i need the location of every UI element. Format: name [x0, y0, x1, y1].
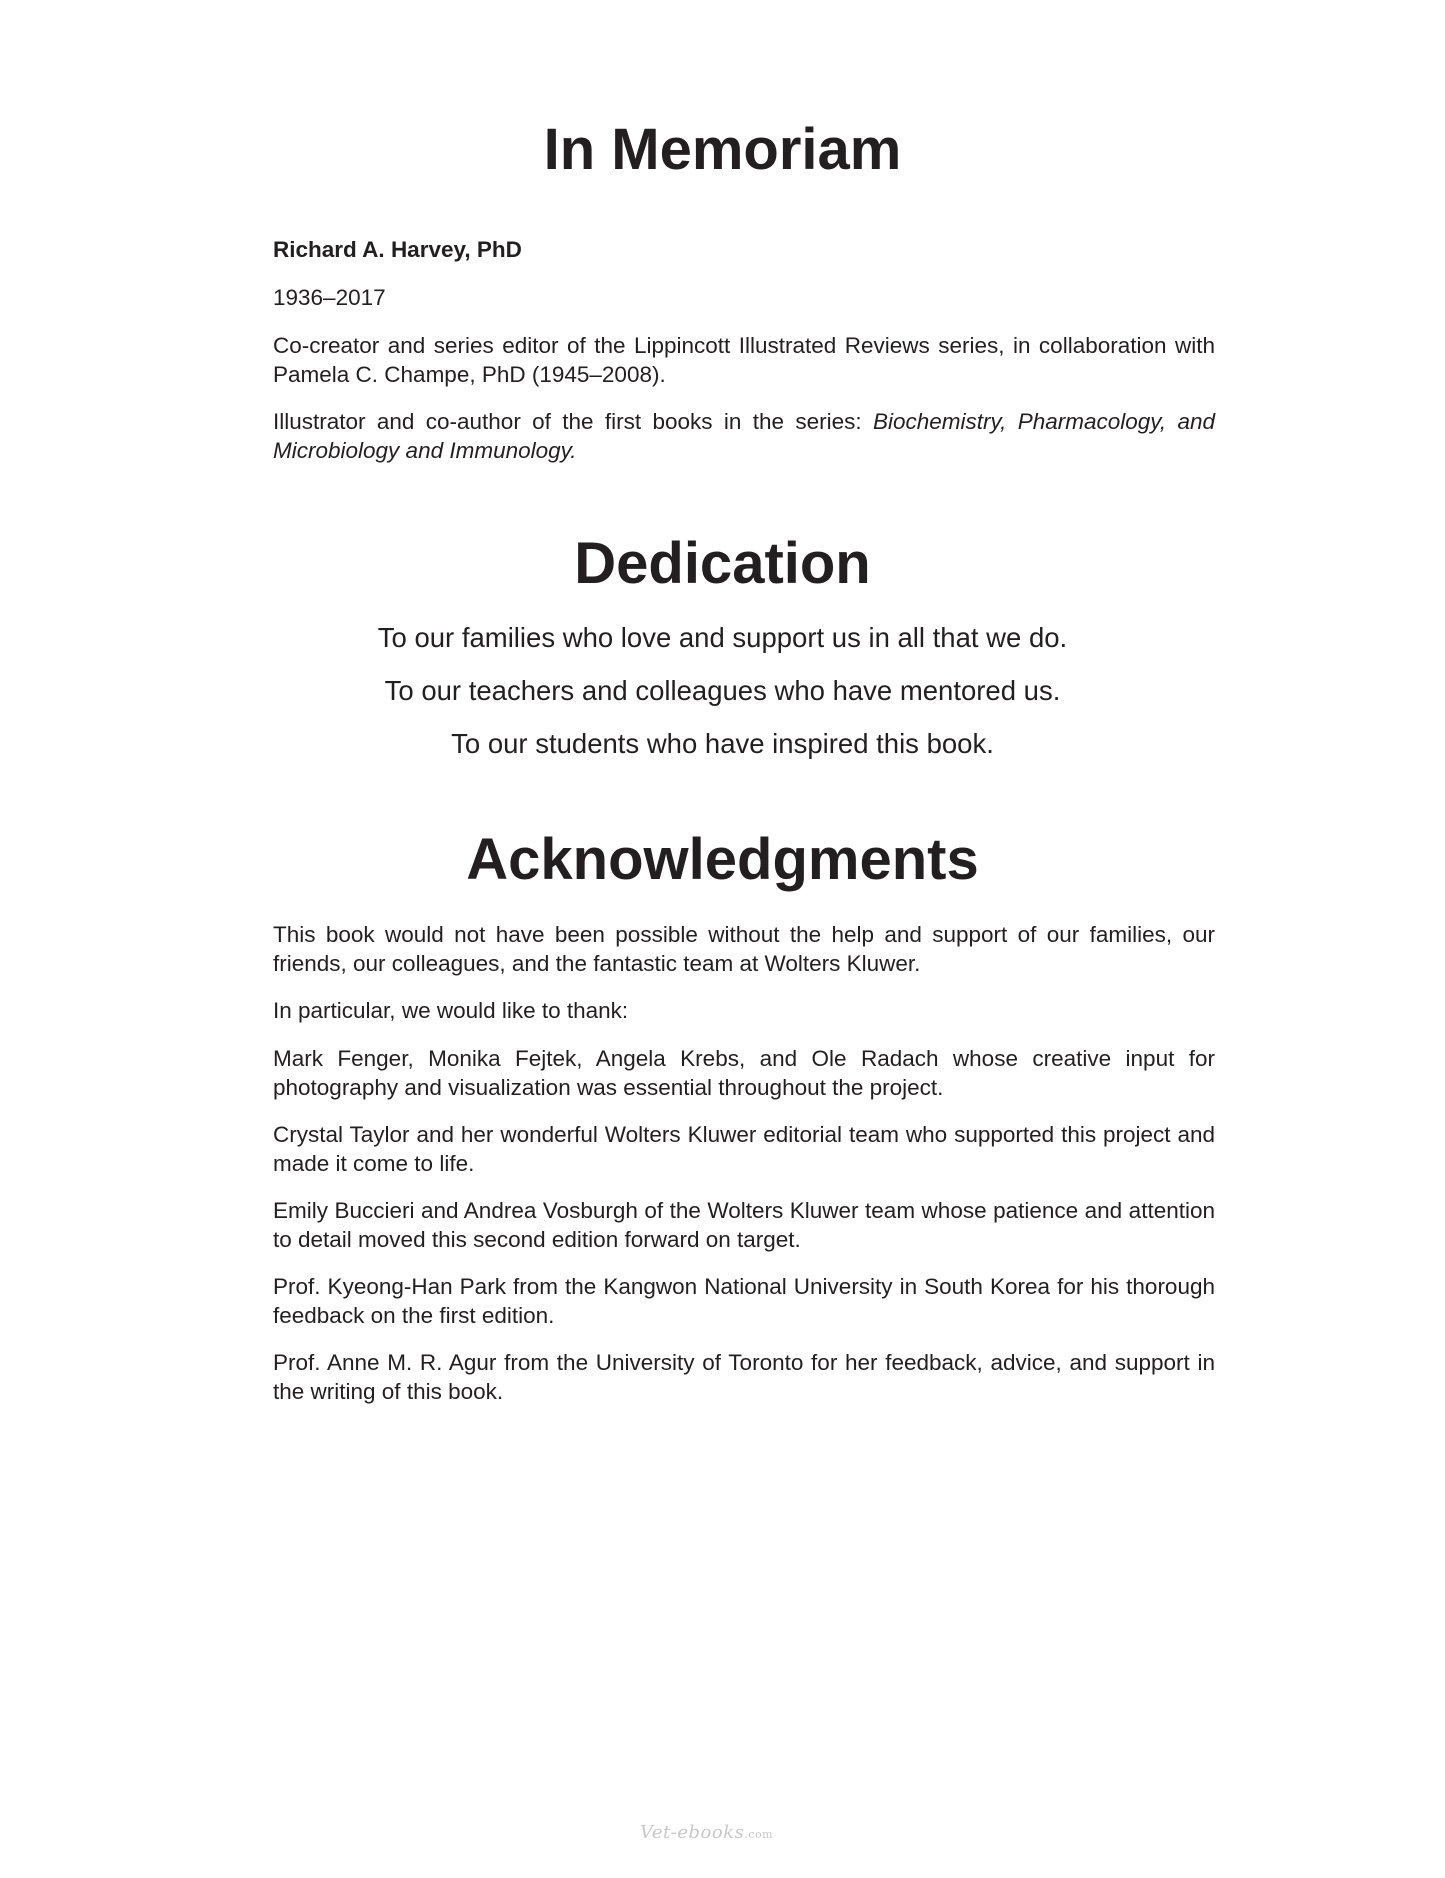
- memoriam-book-titles: Biochemistry, Pharmacology, and Microbiology and Immunology.: [273, 409, 1215, 463]
- dedication-line-2: To our teachers and colleagues who have mentored us.: [384, 675, 1061, 706]
- memoriam-years: 1936–2017: [273, 285, 386, 310]
- ack-paragraph-6: Prof. Kyeong-Han Park from the Kangwon National University in South Korea for his thorough feedback on the first edition.: [273, 1274, 1215, 1328]
- ack-paragraph-7: Prof. Anne M. R. Agur from the University of Toronto for her feedback, advice, and support in the writing of this book.: [273, 1350, 1215, 1404]
- watermark-main: Vet-ebooks: [640, 1822, 745, 1843]
- ack-paragraph-3: Mark Fenger, Monika Fejtek, Angela Krebs, and Ole Radach whose creative input for photography and visualization was essential throughout the project.: [273, 1046, 1215, 1100]
- ack-paragraph-5: Emily Buccieri and Andrea Vosburgh of the Wolters Kluwer team whose patience and attention to detail moved this second edition forward on target.: [273, 1198, 1215, 1252]
- ack-paragraph-1: This book would not have been possible without the help and support of our families, our friends, our colleagues, and the fantastic team at Wolters Kluwer.: [273, 922, 1215, 976]
- memoriam-name: Richard A. Harvey, PhD: [273, 237, 522, 262]
- acknowledgments-heading: Acknowledgments: [466, 827, 979, 892]
- ack-paragraph-2: In particular, we would like to thank:: [273, 998, 629, 1023]
- ack-paragraph-4: Crystal Taylor and her wonderful Wolters Kluwer editorial team who supported this project and made it come to life.: [273, 1122, 1215, 1176]
- memoriam-paragraph-1: Co-creator and series editor of the Lippincott Illustrated Reviews series, in collaboration with Pamela C. Champe, PhD (1945–2008).: [273, 333, 1215, 387]
- watermark-logo: [640, 1822, 790, 1852]
- watermark-suffix: .com: [744, 1828, 774, 1841]
- memoriam-heading: In Memoriam: [543, 117, 902, 182]
- memoriam-paragraph-2: [273, 408, 1215, 465]
- memoriam-paragraph-2-text: Illustrator and co-author of the first books in the series:: [273, 409, 873, 434]
- dedication-heading: Dedication: [574, 531, 871, 596]
- dedication-line-3: To our students who have inspired this book.: [451, 728, 994, 759]
- dedication-line-1: To our families who love and support us in all that we do.: [377, 622, 1068, 653]
